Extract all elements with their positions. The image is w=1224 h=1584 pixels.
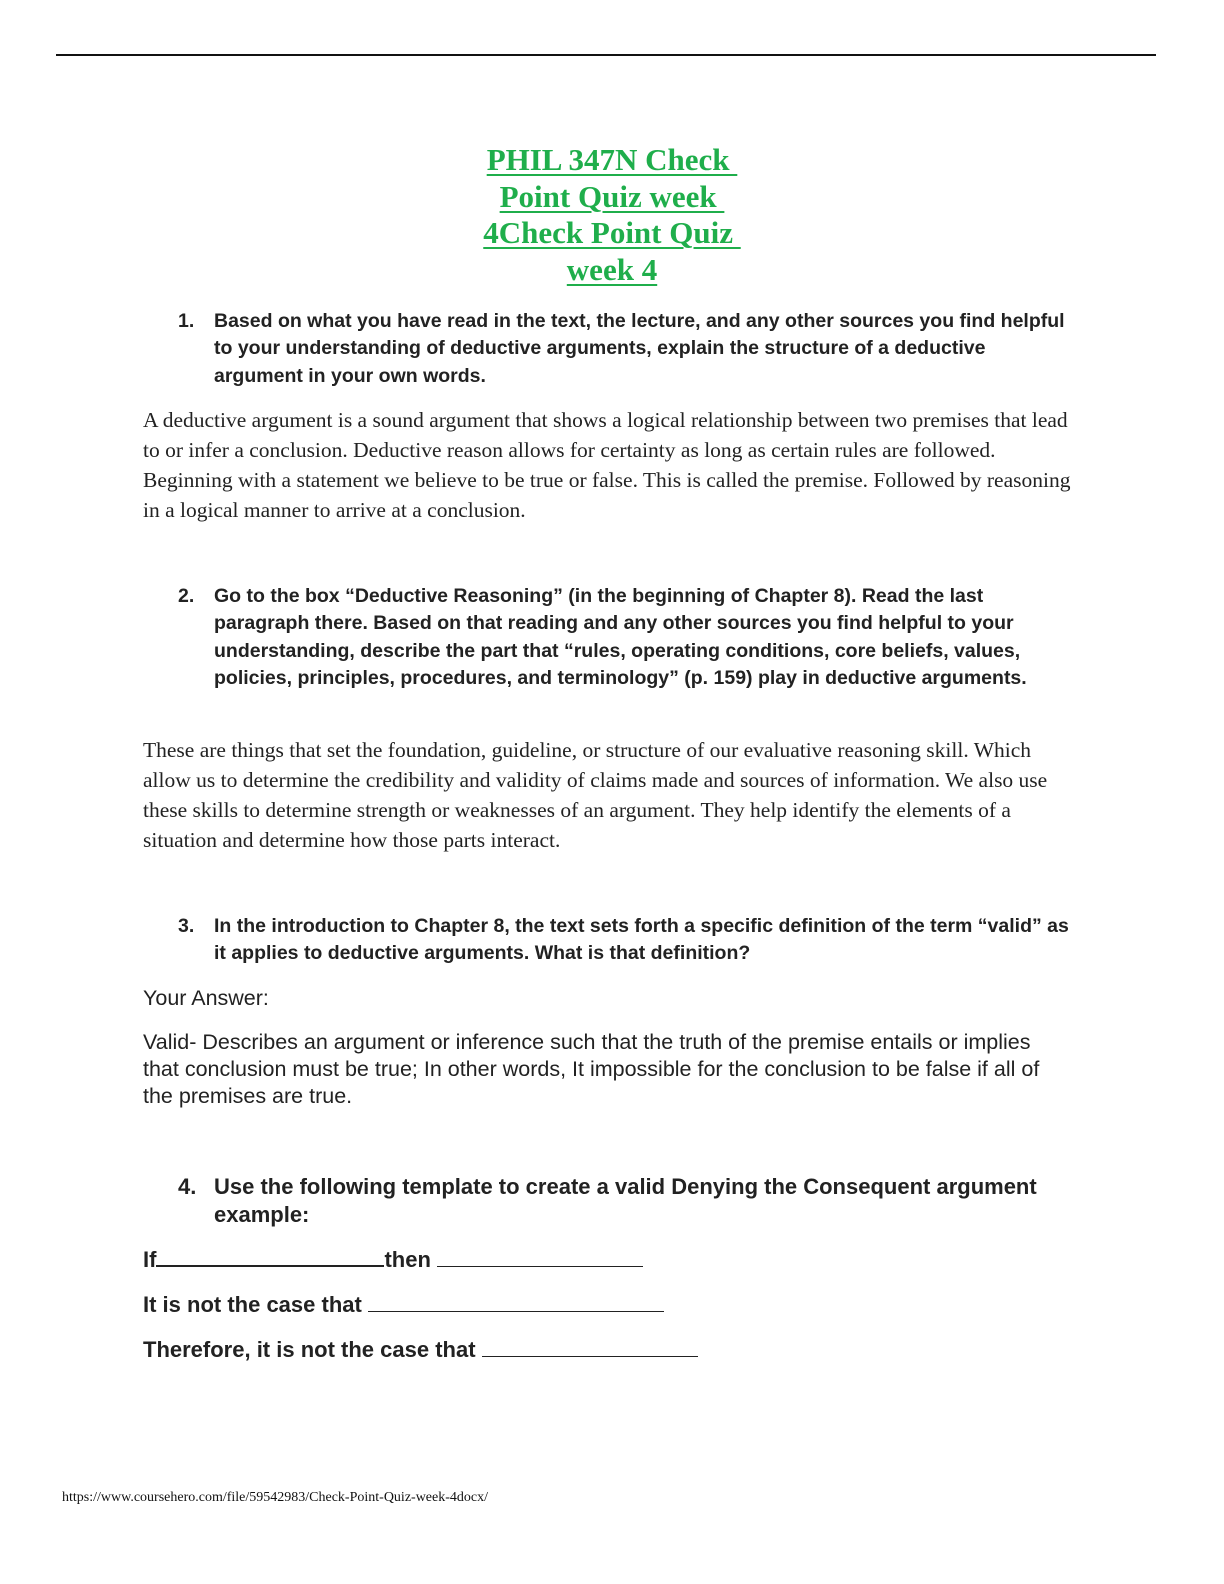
question-3-text: In the introduction to Chapter 8, the text sets forth a specific definition of the term “valid” as it applies to deductive arguments. What is that definition? (214, 915, 1069, 965)
therefore-blank[interactable] (482, 1338, 698, 1357)
footer-url: https://www.coursehero.com/file/59542983/Check-Point-Quiz-week-4docx/ (62, 1490, 488, 1505)
question-3-number: 3. (178, 915, 195, 937)
answer-2: These are things that set the foundation, guideline, or structure of our evaluative reasoning skill. Which allow us to determine the credibility and validity of claims made and sources of information. We also use these skills to determine strength or weaknesses of an argument. They help identify the elements of a situation and determine how those parts interact. (143, 738, 1048, 852)
template-line-not-case (143, 1291, 1043, 1319)
question-2-text: Go to the box “Deductive Reasoning” (in the beginning of Chapter 8). Read the last paragraph there. Based on that reading and any other sources you find helpful to your understanding, describe the part that “rules, operating conditions, core beliefs, values, policies, principles, procedures, and terminology” (p. 159) play in deductive arguments. (214, 585, 1027, 689)
title-line-2: Point Quiz week (499, 178, 725, 214)
top-horizontal-rule (56, 54, 1156, 56)
answer-3: Valid- Describes an argument or inference such that the truth of the premise entails or implies that conclusion must be true; In other words, It impossible for the conclusion to be false if all of the premises are true. (143, 1030, 1040, 1108)
question-3 (178, 913, 1078, 968)
answer-1: A deductive argument is a sound argument that shows a logical relationship between two premises that lead to or infer a conclusion. Deductive reason allows for certainty as long as certain rules are followed. Beginning with a statement we believe to be true or false. This is called the premise. Followed by reasoning in a logical manner to arrive at a conclusion. (143, 408, 1071, 522)
template-then-label: then (384, 1247, 438, 1272)
title-line-3: 4Check Point Quiz (483, 215, 741, 250)
title-line-4: week 4 (566, 251, 658, 287)
title-line-1: PHIL 347N Check (486, 142, 738, 177)
template-therefore-label: Therefore, it is not the case that (143, 1337, 482, 1362)
answer-3-label: Your Answer: (143, 986, 269, 1010)
question-2 (178, 583, 1078, 692)
question-4 (178, 1173, 1078, 1229)
template-line-if-then (143, 1246, 1043, 1274)
question-1-text: Based on what you have read in the text, the lecture, and any other sources you find helpful to your understanding of deductive arguments, explain the structure of a deductive argument in your own words. (214, 310, 1065, 387)
if-blank[interactable] (156, 1247, 384, 1267)
template-if-label: If (143, 1247, 157, 1272)
question-2-number: 2. (178, 585, 195, 607)
question-4-text: Use the following template to create a valid Denying the Consequent argument example: (214, 1174, 1037, 1227)
document-title (0, 142, 1224, 288)
template-not-case-label: It is not the case that (143, 1292, 368, 1317)
then-blank[interactable] (437, 1248, 643, 1267)
template-line-therefore (143, 1336, 1043, 1364)
question-4-number: 4. (178, 1174, 197, 1199)
question-1 (178, 308, 1078, 390)
not-case-blank[interactable] (368, 1293, 664, 1312)
question-1-number: 1. (178, 310, 195, 332)
